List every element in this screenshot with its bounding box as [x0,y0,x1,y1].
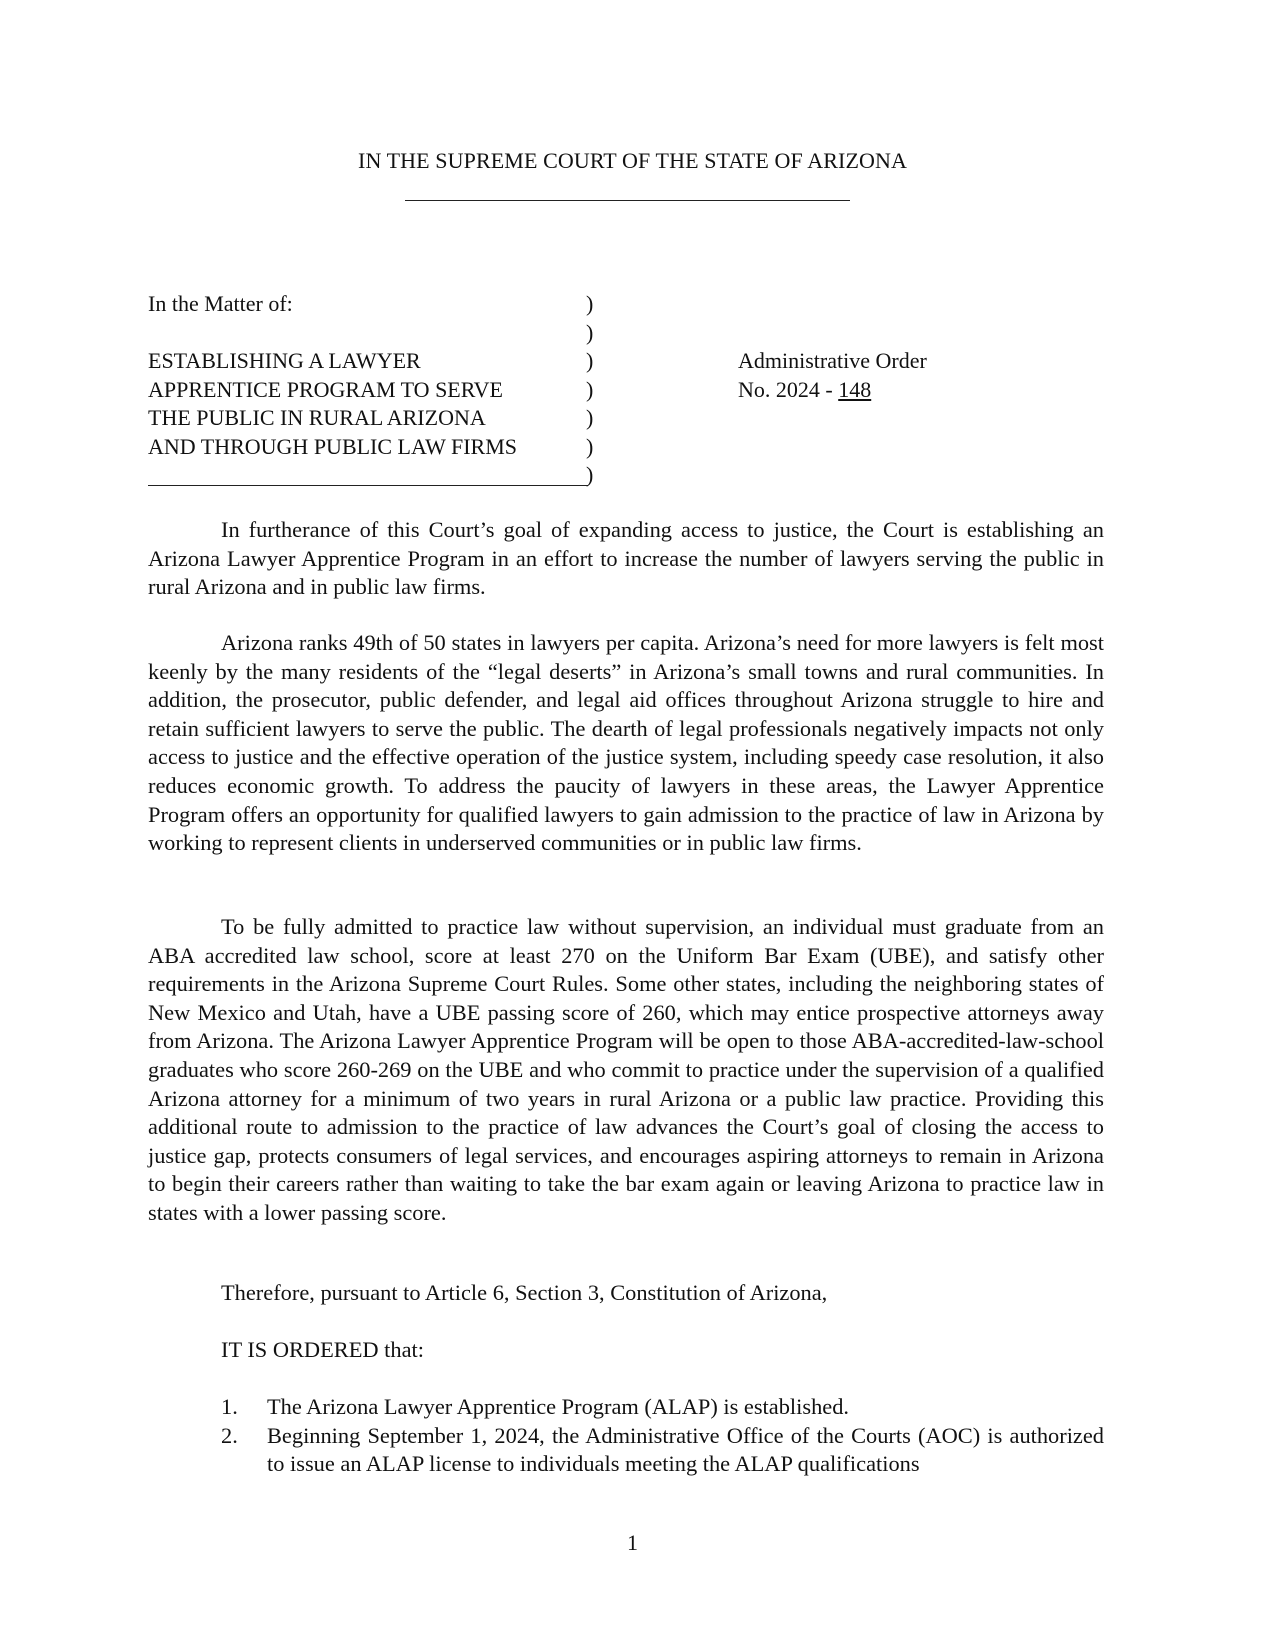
caption-divider [148,485,588,486]
body-paragraph [148,629,1104,858]
order-list [148,1393,1104,1479]
court-title: IN THE SUPREME COURT OF THE STATE OF ARIZONA [358,148,907,173]
paren: ) [586,462,594,487]
paren: ) [586,376,594,402]
order-item-text: Beginning September 1, 2024, the Administrative Office of the Courts (AOC) is authorized to issue an ALAP license to individuals meeting the ALAP qualifications [267,1422,1104,1477]
order-item-text: The Arizona Lawyer Apprentice Program (ALAP) is established. [267,1394,849,1419]
case-title-line: ESTABLISHING A LAWYER [148,348,421,373]
body-paragraph [148,516,1104,602]
administrative-order-block [738,347,927,404]
body-paragraph [148,1279,1104,1308]
order-item-number: 2. [221,1422,238,1448]
paragraph-text: To be fully admitted to practice law without supervision, an individual must graduate from an ABA accredited law school, score at least 270 on the Uniform Bar Exam (UBE), and satisfy other requirements in the Arizona Supreme Court Rules. Some other states, including the neighboring states of New Mexico and Utah, have a UBE passing score of 260, which may entice prospective attorneys away from Arizona. The Arizona Lawyer Apprentice Program will be open to those ABA-accredited-law-school graduates who score 260-269 on the UBE and who commit to practice under the supervision of a qualified Arizona attorney for a minimum of two years in rural Arizona or a public law practice. Providing this additional route to admission to the practice of law advances the Court’s goal of closing the access to justice gap, protects consumers of legal services, and encourages aspiring attorneys to remain in Arizona to begin their careers rather than waiting to take the bar exam again or leaving Arizona to practice law in states with a lower passing score. [148,914,1104,1225]
paren: ) [586,405,594,430]
order-number-prefix: No. 2024 - [738,376,839,402]
paren: ) [586,433,594,459]
order-item [148,1393,1104,1422]
case-title-line: APPRENTICE PROGRAM TO SERVE [148,376,503,402]
body-paragraph [148,913,1104,1228]
case-title-line: AND THROUGH PUBLIC LAW FIRMS [148,433,518,459]
order-number-line [738,376,927,405]
caption-parentheses [586,290,593,490]
paren: ) [586,291,594,316]
case-caption [148,290,588,461]
body-paragraph [148,1336,1104,1365]
order-title: Administrative Order [738,348,927,373]
paragraph-text: Therefore, pursuant to Article 6, Section 3, Constitution of Arizona, [221,1280,828,1305]
title-divider [405,200,850,201]
order-number: 148 [838,376,872,402]
paragraph-text: In furtherance of this Court’s goal of expanding access to justice, the Court is establishing an Arizona Lawyer Apprentice Program in an effort to increase the number of lawyers serving the public in rural Arizona and in public law firms. [148,517,1104,600]
order-item [148,1422,1104,1479]
paren: ) [586,348,594,373]
paragraph-text: IT IS ORDERED that: [221,1337,424,1362]
order-item-number: 1. [221,1394,238,1419]
matter-label: In the Matter of: [148,291,293,316]
page-number: 1 [627,1530,638,1555]
paragraph-text: Arizona ranks 49th of 50 states in lawyers per capita. Arizona’s need for more lawyers is felt most keenly by the many residents of the “legal deserts” in Arizona’s small towns and rural communities. In addition, the prosecutor, public defender, and legal aid offices throughout Arizona struggle to hire and retain sufficient lawyers to serve the public. The dearth of legal professionals negatively impacts not only access to justice and the effective operation of the justice system, including speedy case resolution, it also reduces economic growth. To address the paucity of lawyers in these areas, the Lawyer Apprentice Program offers an opportunity for qualified lawyers to gain admission to the practice of law in Arizona by working to represent clients in underserved communities or in public law firms. [148,630,1104,856]
paren: ) [586,319,594,345]
case-title-line: THE PUBLIC IN RURAL ARIZONA [148,405,486,430]
